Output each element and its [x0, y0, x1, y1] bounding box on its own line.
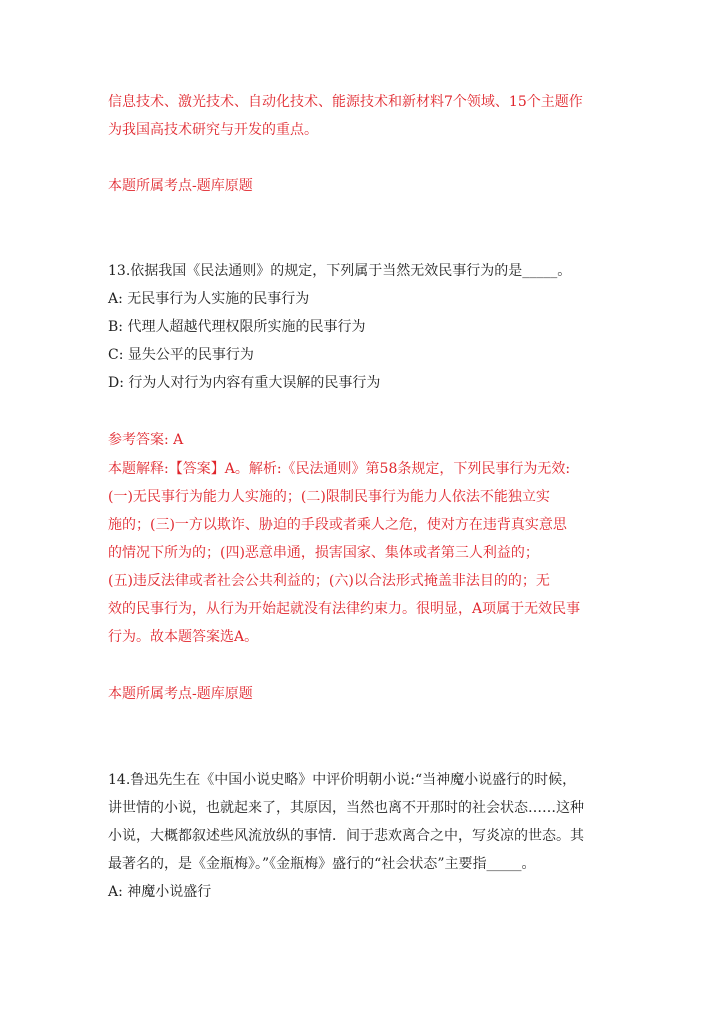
- q13-explanation-line-5: (五)违反法律或者社会公共利益的；(六)以合法形式掩盖非法目的的；无: [108, 573, 550, 589]
- q13-answer: 参考答案: A: [108, 432, 184, 448]
- q13-stem: 13.依据我国《民法通则》的规定，下列属于当然无效民事行为的是_____。: [108, 263, 572, 279]
- q13-option-a: A: 无民事行为人实施的民事行为: [108, 291, 310, 307]
- q14-stem-line-2: 讲世情的小说，也就起来了，其原因，当然也离不开那时的社会状态……这种: [108, 800, 584, 816]
- q13-option-d: D: 行为人对行为内容有重大误解的民事行为: [108, 375, 381, 391]
- q13-explanation-line-7: 行为。故本题答案选A。: [108, 629, 259, 645]
- q13-option-b: B: 代理人超越代理权限所实施的民事行为: [108, 319, 366, 335]
- q13-source-label: 本题所属考点-题库原题: [108, 686, 253, 702]
- q14-stem-line-1: 14.鲁迅先生在《中国小说史略》中评价明朝小说:“当神魔小说盛行的时候，: [108, 772, 577, 788]
- q13-explanation-line-4: 的情况下所为的；(四)恶意串通，损害国家、集体或者第三人利益的；: [108, 545, 539, 561]
- q13-explanation-line-6: 效的民事行为，从行为开始起就没有法律约束力。很明显，A项属于无效民事: [108, 601, 581, 617]
- top-source-label: 本题所属考点-题库原题: [108, 178, 253, 194]
- q13-explanation-line-3: 施的；(三)一方以欺诈、胁迫的手段或者乘人之危，使对方在违背真实意思: [108, 517, 567, 533]
- top-explanation-line-2: 为我国高技术研究与开发的重点。: [108, 122, 318, 138]
- q13-option-c: C: 显失公平的民事行为: [108, 347, 254, 363]
- q14-option-a: A: 神魔小说盛行: [108, 884, 212, 900]
- q14-stem-line-4: 最著名的，是《金瓶梅》。”《金瓶梅》盛行的“社会状态”主要指_____。: [108, 856, 536, 872]
- q13-explanation-line-2: (一)无民事行为能力人实施的；(二)限制民事行为能力人依法不能独立实: [108, 489, 550, 505]
- top-explanation-line-1: 信息技术、激光技术、自动化技术、能源技术和新材料7个领域、15个主题作: [108, 94, 583, 110]
- q14-stem-line-3: 小说，大概都叙述些风流放纵的事情．间于悲欢离合之中，写炎凉的世态。其: [108, 828, 584, 844]
- q13-explanation-line-1: 本题解释:【答案】A。解析:《民法通则》第58条规定，下列民事行为无效:: [108, 461, 571, 477]
